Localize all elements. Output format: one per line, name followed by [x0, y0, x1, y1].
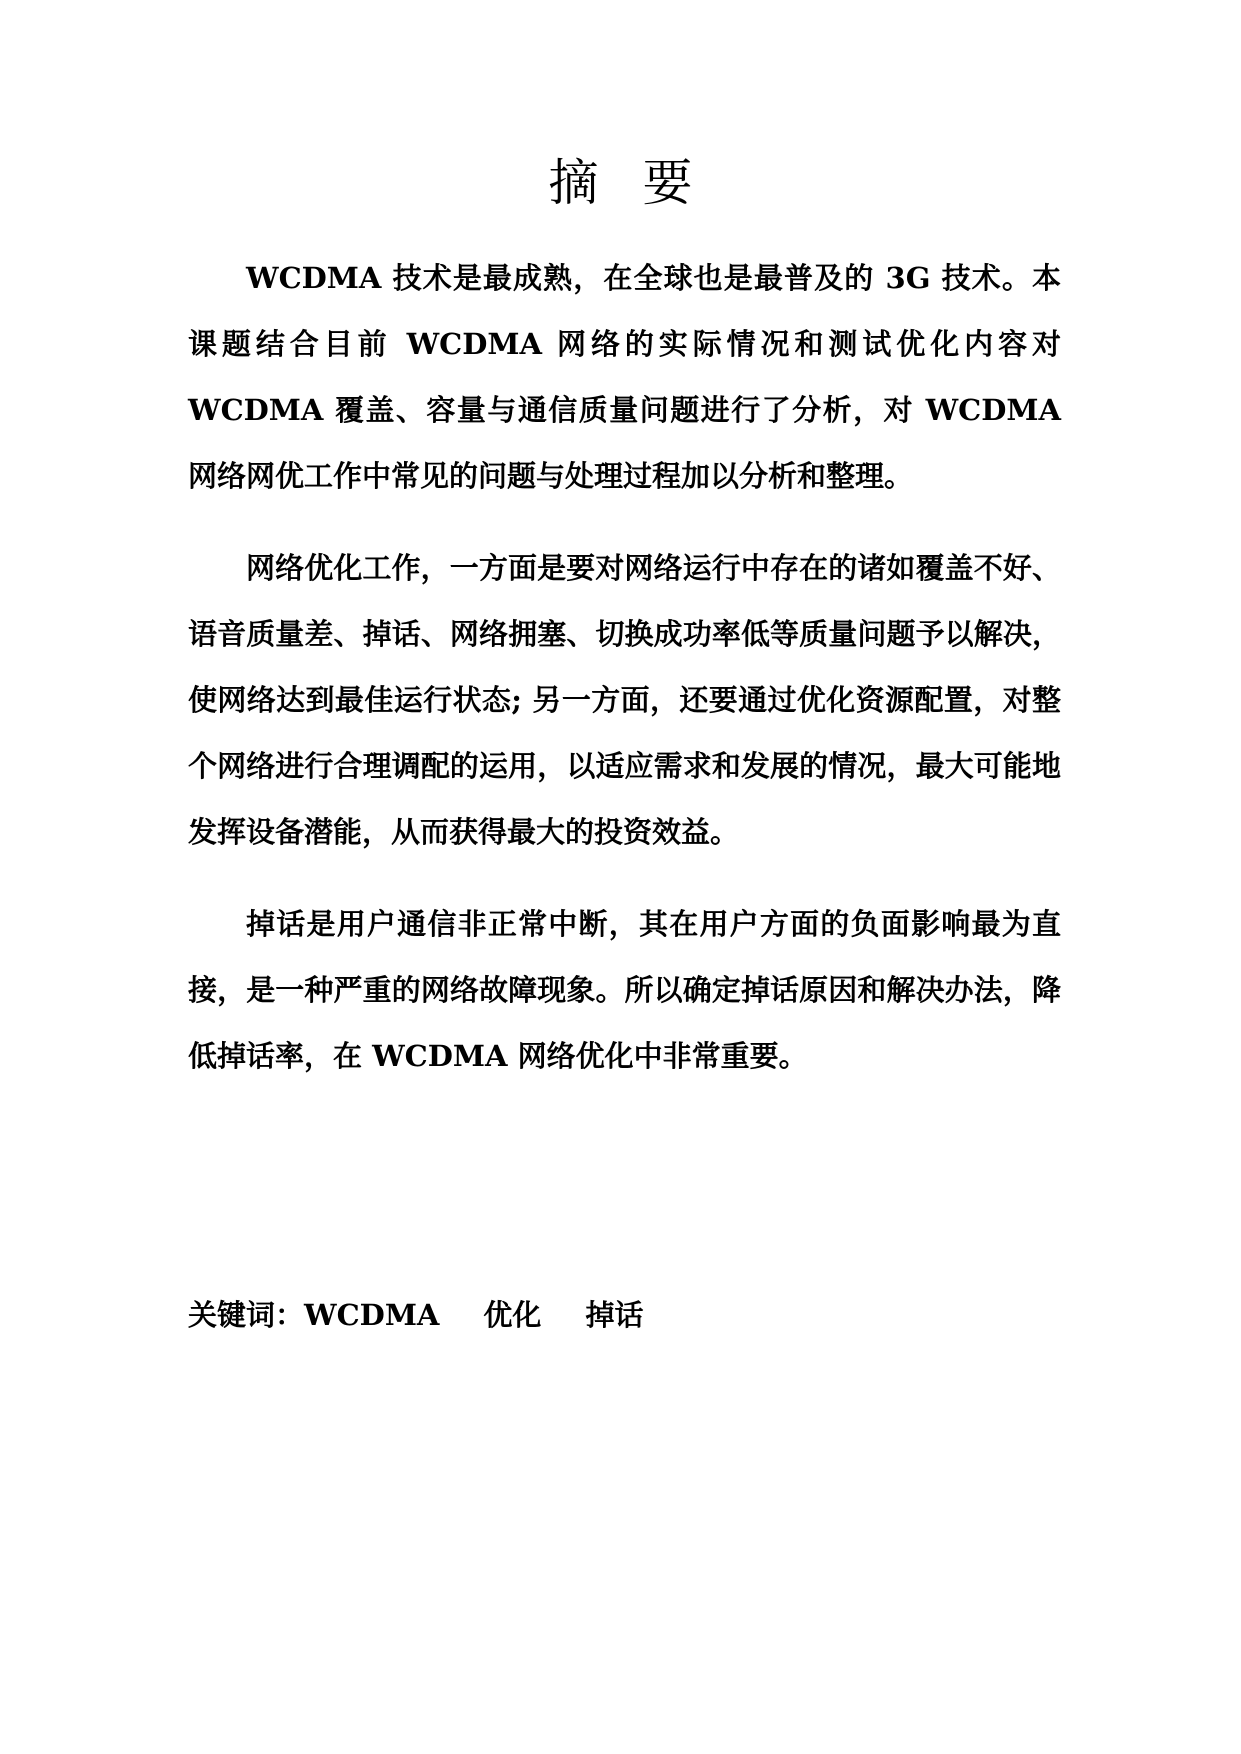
abstract-body [188, 245, 1061, 1089]
keywords-line [188, 1290, 687, 1340]
keyword-item: WCDMA [304, 1298, 440, 1332]
abstract-paragraph-2: 网络优化工作，一方面是要对网络运行中存在的诸如覆盖不好、语音质量差、掉话、网络拥塞、切换成功率低等质量问题予以解决，使网络达到最佳运行状态; 另一方面，还要通过优化资源配置，对整个网络进行合理调配的运用，以适应需求和发展的情况，最大可能地发挥设备潜能，从而获得最大的投资效益。 [188, 551, 1061, 849]
keyword-item: 掉话 [585, 1298, 644, 1332]
abstract-paragraph-3: 掉话是用户通信非正常中断，其在用户方面的负面影响最为直接，是一种严重的网络故障现象。所以确定掉话原因和解决办法，降低掉话率，在 WCDMA 网络优化中非常重要。 [188, 907, 1061, 1073]
abstract-paragraph-1: WCDMA 技术是最成熟，在全球也是最普及的 3G 技术。本课题结合目前 WCDMA 网络的实际情况和测试优化内容对 WCDMA 覆盖、容量与通信质量问题进行了分析，对 WCDMA 网络网优工作中常见的问题与处理过程加以分析和整理。 [188, 261, 1061, 493]
keyword-item: 优化 [483, 1298, 542, 1332]
page-title: 摘要 [548, 154, 737, 212]
keywords-label: 关键词： [188, 1298, 305, 1332]
